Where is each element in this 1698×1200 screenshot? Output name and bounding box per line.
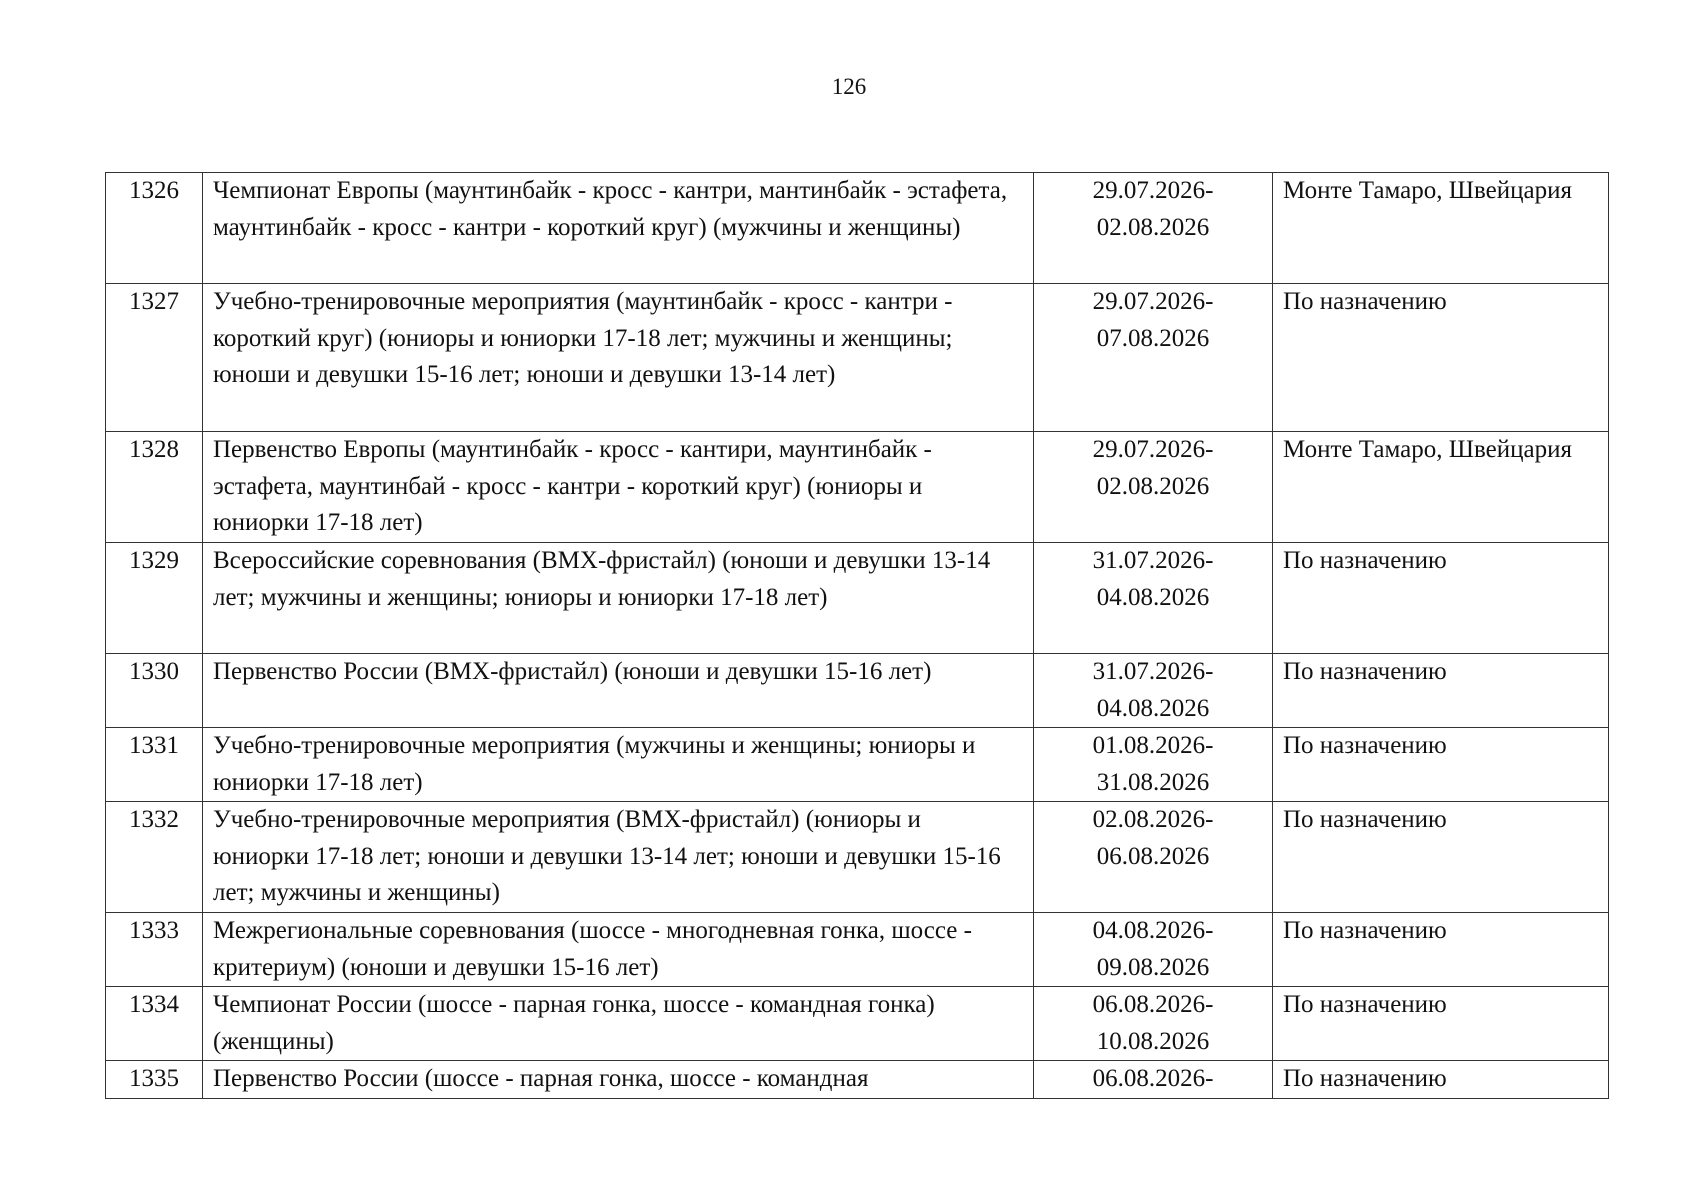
table-row <box>106 728 1609 802</box>
date-to: 02.08.2026 <box>1096 213 1210 241</box>
event-name: Учебно-тренировочные мероприятия (мужчины и женщины; юниоры и юниорки 17-18 лет) <box>203 728 1034 802</box>
event-place: По назначению <box>1273 913 1609 987</box>
event-name: Всероссийские соревнования (BMX-фристайл) (юноши и девушки 13-14 лет; мужчины и женщины; юниоры и юниорки 17-18 лет) <box>203 543 1034 654</box>
table-row <box>106 543 1609 654</box>
event-place: Монте Тамаро, Швейцария <box>1273 432 1609 543</box>
row-number: 1330 <box>106 654 203 728</box>
event-name: Учебно-тренировочные мероприятия (маунтинбайк - кросс - кантри - короткий круг) (юниоры и юниорки 17-18 лет; мужчины и женщины; юноши и девушки 15-16 лет; юноши и девушки 13-14 лет) <box>203 284 1034 432</box>
event-name: Чемпионат Европы (маунтинбайк - кросс - кантри, мантинбайк - эстафета, маунтинбайк - кросс - кантри - короткий круг) (мужчины и женщины) <box>203 173 1034 284</box>
event-name: Первенство Европы (маунтинбайк - кросс - кантири, маунтинбайк - эстафета, маунтинбай - кросс - кантри - короткий круг) (юниоры и юниорки 17-18 лет) <box>203 432 1034 543</box>
event-place: По назначению <box>1273 284 1609 432</box>
row-number: 1327 <box>106 284 203 432</box>
table-row <box>106 913 1609 987</box>
event-dates <box>1034 987 1273 1061</box>
date-from: 29.07.2026- <box>1092 177 1214 204</box>
table-row <box>106 173 1609 284</box>
page-number: 126 <box>831 74 867 99</box>
event-place: По назначению <box>1273 802 1609 913</box>
event-place: По назначению <box>1273 654 1609 728</box>
event-dates <box>1034 728 1273 802</box>
date-to: 04.08.2026 <box>1096 583 1210 611</box>
date-from: 02.08.2026- <box>1092 806 1214 833</box>
date-to: 10.08.2026 <box>1096 1027 1210 1055</box>
row-number: 1334 <box>106 987 203 1061</box>
date-from: 06.08.2026- <box>1092 1065 1214 1092</box>
table-row <box>106 432 1609 543</box>
event-dates <box>1034 1061 1273 1099</box>
event-dates <box>1034 654 1273 728</box>
date-from: 29.07.2026- <box>1092 436 1214 463</box>
date-from: 06.08.2026- <box>1092 991 1214 1018</box>
table-row <box>106 987 1609 1061</box>
event-name: Первенство России (шоссе - парная гонка, шоссе - командная <box>203 1061 1034 1099</box>
event-place: По назначению <box>1273 987 1609 1061</box>
table-row <box>106 1061 1609 1099</box>
event-place: По назначению <box>1273 728 1609 802</box>
row-number: 1333 <box>106 913 203 987</box>
date-from: 31.07.2026- <box>1092 658 1214 685</box>
row-number: 1331 <box>106 728 203 802</box>
event-name: Учебно-тренировочные мероприятия (BMX-фристайл) (юниоры и юниорки 17-18 лет; юноши и девушки 13-14 лет; юноши и девушки 15-16 лет; мужчины и женщины) <box>203 802 1034 913</box>
event-dates <box>1034 802 1273 913</box>
row-number: 1332 <box>106 802 203 913</box>
table-row <box>106 802 1609 913</box>
date-to: 09.08.2026 <box>1096 953 1210 981</box>
date-to: 07.08.2026 <box>1096 324 1210 352</box>
date-to: 31.08.2026 <box>1096 768 1210 796</box>
event-dates <box>1034 284 1273 432</box>
table-row <box>106 284 1609 432</box>
events-schedule-table <box>105 172 1609 1099</box>
event-dates <box>1034 543 1273 654</box>
event-place: По назначению <box>1273 1061 1609 1099</box>
event-place: Монте Тамаро, Швейцария <box>1273 173 1609 284</box>
event-dates <box>1034 913 1273 987</box>
event-name: Межрегиональные соревнования (шоссе - многодневная гонка, шоссе - критериум) (юноши и девушки 15-16 лет) <box>203 913 1034 987</box>
date-to: 04.08.2026 <box>1096 694 1210 722</box>
event-name: Первенство России (BMX-фристайл) (юноши и девушки 15-16 лет) <box>203 654 1034 728</box>
row-number: 1326 <box>106 173 203 284</box>
date-to: 02.08.2026 <box>1096 472 1210 500</box>
event-place: По назначению <box>1273 543 1609 654</box>
event-dates <box>1034 432 1273 543</box>
date-to: 06.08.2026 <box>1096 842 1210 870</box>
event-name: Чемпионат России (шоссе - парная гонка, шоссе - командная гонка) (женщины) <box>203 987 1034 1061</box>
table-row <box>106 654 1609 728</box>
date-from: 29.07.2026- <box>1092 288 1214 315</box>
row-number: 1328 <box>106 432 203 543</box>
event-dates <box>1034 173 1273 284</box>
row-number: 1335 <box>106 1061 203 1099</box>
date-from: 01.08.2026- <box>1092 732 1214 759</box>
date-from: 31.07.2026- <box>1092 547 1214 574</box>
date-from: 04.08.2026- <box>1092 917 1214 944</box>
row-number: 1329 <box>106 543 203 654</box>
